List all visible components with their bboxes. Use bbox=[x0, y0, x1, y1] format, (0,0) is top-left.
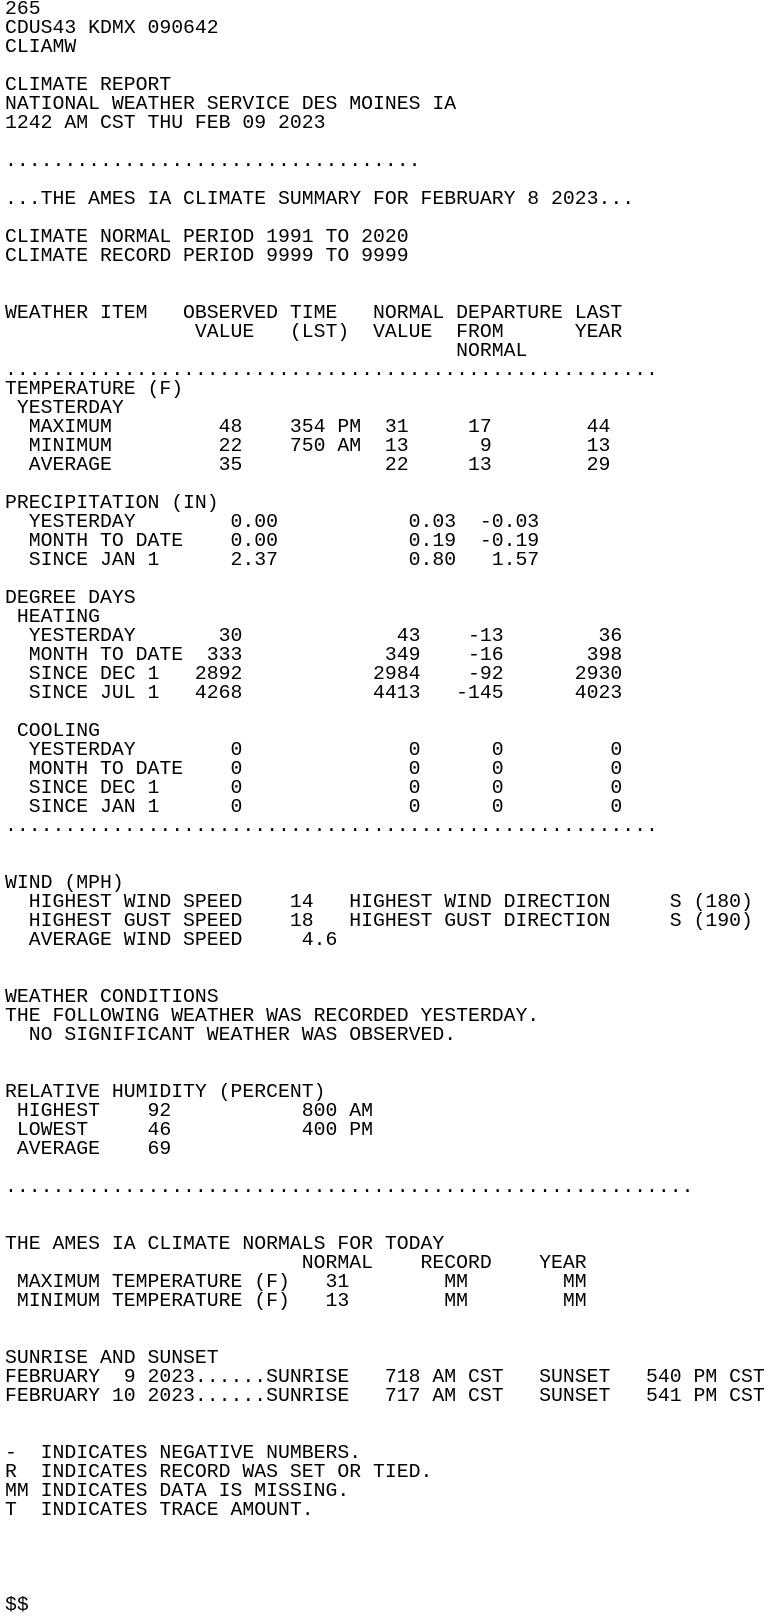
report-line: CLIAMW bbox=[5, 36, 77, 58]
report-line: ....................................................... bbox=[5, 815, 658, 837]
report-line bbox=[5, 1311, 778, 1330]
report-line: 265 bbox=[5, 0, 41, 20]
report-line bbox=[5, 1577, 778, 1596]
report-line: HIGHEST WIND SPEED 14 HIGHEST WIND DIRECTION S (180) bbox=[5, 891, 753, 913]
report-line: CLIMATE RECORD PERIOD 9999 TO 9999 bbox=[5, 245, 409, 267]
report-line: CDUS43 KDMX 090642 bbox=[5, 17, 219, 39]
report-line: FEBRUARY 10 2023......SUNRISE 717 AM CST SUNSET 541 PM CST bbox=[5, 1385, 765, 1407]
report-line: WEATHER CONDITIONS bbox=[5, 986, 219, 1008]
report-line: CLIMATE NORMAL PERIOD 1991 TO 2020 bbox=[5, 226, 409, 248]
report-line: THE FOLLOWING WEATHER WAS RECORDED YESTERDAY. bbox=[5, 1005, 540, 1027]
report-line: SINCE JUL 1 4268 4413 -145 4023 bbox=[5, 682, 623, 704]
report-line: ................................... bbox=[5, 150, 421, 172]
report-line: SINCE JAN 1 2.37 0.80 1.57 bbox=[5, 549, 540, 571]
report-line: THE AMES IA CLIMATE NORMALS FOR TODAY bbox=[5, 1233, 445, 1255]
report-line bbox=[5, 1045, 778, 1064]
report-line: MM INDICATES DATA IS MISSING. bbox=[5, 1480, 350, 1502]
report-line: HIGHEST GUST SPEED 18 HIGHEST GUST DIRECTION S (190) bbox=[5, 910, 753, 932]
report-line: $$ bbox=[5, 1594, 29, 1616]
report-line bbox=[5, 1520, 778, 1539]
report-line: MAXIMUM TEMPERATURE (F) 31 MM MM bbox=[5, 1271, 587, 1293]
report-line: MINIMUM 22 750 AM 13 9 13 bbox=[5, 435, 611, 457]
report-line: YESTERDAY bbox=[5, 397, 124, 419]
report-line: MONTH TO DATE 0.00 0.19 -0.19 bbox=[5, 530, 540, 552]
report-line: DEGREE DAYS bbox=[5, 587, 136, 609]
report-line: SINCE JAN 1 0 0 0 0 bbox=[5, 796, 623, 818]
report-line: HEATING bbox=[5, 606, 100, 628]
report-line bbox=[5, 1406, 778, 1425]
report-line: SINCE DEC 1 2892 2984 -92 2930 bbox=[5, 663, 623, 685]
report-line: NORMAL bbox=[5, 340, 528, 362]
report-line: NO SIGNIFICANT WEATHER WAS OBSERVED. bbox=[5, 1024, 457, 1046]
report-line: ....................................................... bbox=[5, 359, 658, 381]
report-line: 1242 AM CST THU FEB 09 2023 bbox=[5, 112, 326, 134]
report-line bbox=[5, 836, 778, 855]
report-line bbox=[5, 1197, 778, 1216]
report-line: MONTH TO DATE 333 349 -16 398 bbox=[5, 644, 623, 666]
report-line: SINCE DEC 1 0 0 0 0 bbox=[5, 777, 623, 799]
report-line: RELATIVE HUMIDITY (PERCENT) bbox=[5, 1081, 326, 1103]
report-line: HIGHEST 92 800 AM bbox=[5, 1100, 373, 1122]
report-line: NATIONAL WEATHER SERVICE DES MOINES IA bbox=[5, 93, 457, 115]
report-line: MINIMUM TEMPERATURE (F) 13 MM MM bbox=[5, 1290, 587, 1312]
report-line: T INDICATES TRACE AMOUNT. bbox=[5, 1499, 314, 1521]
report-line: WEATHER ITEM OBSERVED TIME NORMAL DEPARTURE LAST bbox=[5, 302, 623, 324]
report-line: MONTH TO DATE 0 0 0 0 bbox=[5, 758, 623, 780]
report-line: MAXIMUM 48 354 PM 31 17 44 bbox=[5, 416, 611, 438]
report-line: YESTERDAY 30 43 -13 36 bbox=[5, 625, 623, 647]
report-line: LOWEST 46 400 PM bbox=[5, 1119, 373, 1141]
report-line: ...THE AMES IA CLIMATE SUMMARY FOR FEBRUARY 8 2023... bbox=[5, 188, 635, 210]
report-line: .......................................................... bbox=[5, 1176, 694, 1198]
report-line: YESTERDAY 0 0 0 0 bbox=[5, 739, 623, 761]
report-line: - INDICATES NEGATIVE NUMBERS. bbox=[5, 1442, 362, 1464]
report-line: TEMPERATURE (F) bbox=[5, 378, 184, 400]
report-line: NORMAL RECORD YEAR bbox=[5, 1252, 587, 1274]
report-line bbox=[5, 703, 778, 722]
report-line: AVERAGE WIND SPEED 4.6 bbox=[5, 929, 338, 951]
report-line: FEBRUARY 9 2023......SUNRISE 718 AM CST SUNSET 540 PM CST bbox=[5, 1366, 765, 1388]
report-line: AVERAGE 35 22 13 29 bbox=[5, 454, 611, 476]
report-line bbox=[5, 950, 778, 969]
report-line: COOLING bbox=[5, 720, 100, 742]
report-line bbox=[5, 266, 778, 285]
report-line: WIND (MPH) bbox=[5, 872, 124, 894]
report-line: SUNRISE AND SUNSET bbox=[5, 1347, 219, 1369]
report-line: R INDICATES RECORD WAS SET OR TIED. bbox=[5, 1461, 433, 1483]
report-line: VALUE (LST) VALUE FROM YEAR bbox=[5, 321, 623, 343]
report-line: PRECIPITATION (IN) bbox=[5, 492, 219, 514]
report-line: YESTERDAY 0.00 0.03 -0.03 bbox=[5, 511, 540, 533]
report-line: CLIMATE REPORT bbox=[5, 74, 172, 96]
report-line: AVERAGE 69 bbox=[5, 1138, 172, 1160]
report-line bbox=[5, 1558, 778, 1577]
report-line bbox=[5, 1539, 778, 1558]
